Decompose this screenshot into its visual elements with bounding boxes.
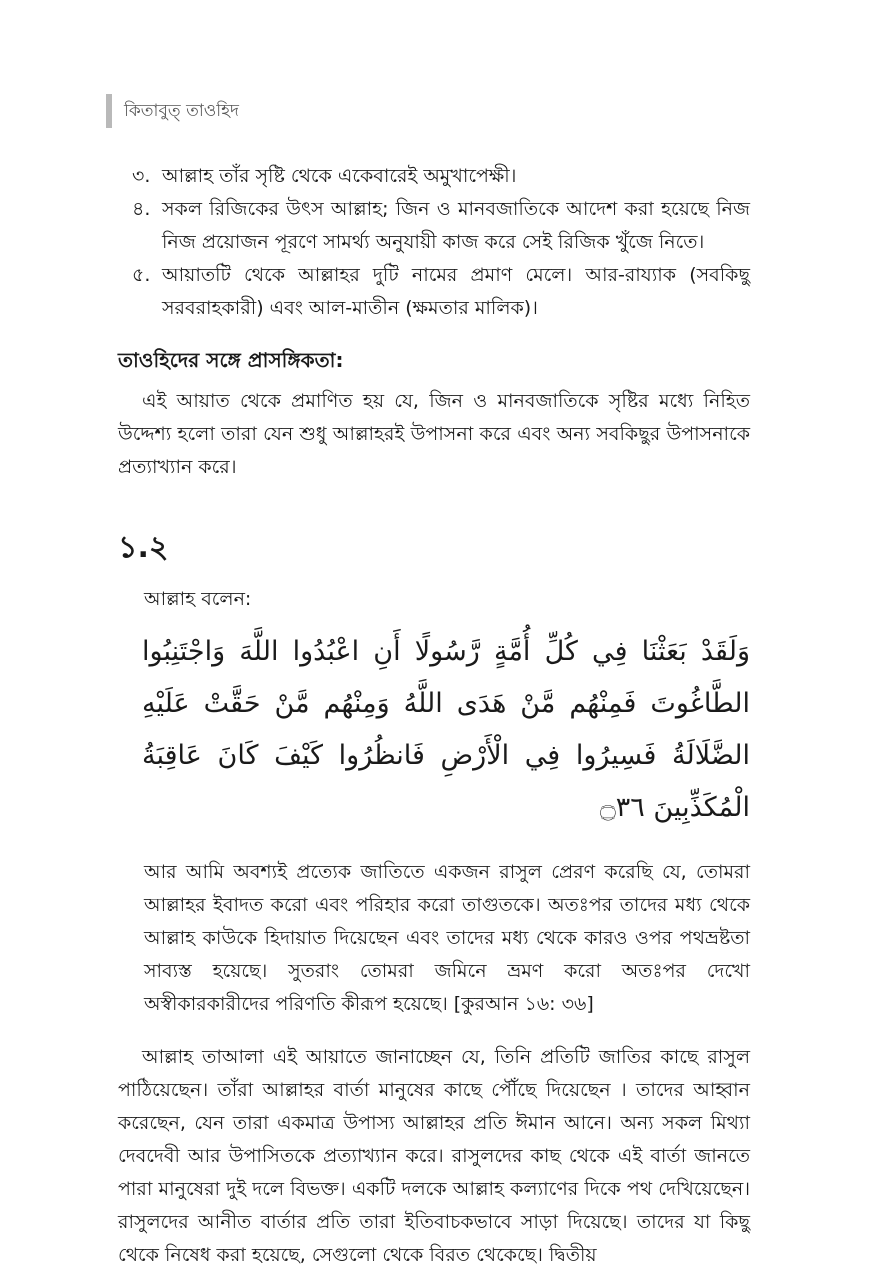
arabic-verse: وَلَقَدْ بَعَثْنَا فِي كُلِّ أُمَّةٍ رَّسُولًا أَنِ اعْبُدُوا اللَّهَ وَاجْتَنِبُوا الطَّاغُوتَ فَمِنْهُم مَّنْ هَدَى اللَّهُ وَمِنْهُم مَّنْ حَقَّتْ عَلَيْهِ الضَّلَالَةُ فَسِيرُوا فِي الْأَرْضِ فَانظُرُوا كَيْفَ كَانَ عَاقِبَةُ الْمُكَذِّبِينَ ۝٣٦ xyxy=(142,636,750,823)
points-list xyxy=(118,160,750,325)
list-item xyxy=(118,259,750,325)
commentary xyxy=(118,1041,750,1272)
section-intro: আল্লাহ বলেন: xyxy=(144,588,252,610)
item-text: আল্লাহ তাঁর সৃষ্টি থেকে একেবারেই অমুখাপেক্ষী। xyxy=(162,165,517,187)
page-content xyxy=(118,160,750,1272)
item-text: আয়াতটি থেকে আল্লাহর দুটি নামের প্রমাণ মেলে। আর-রায্যাক (সবকিছু সরবরাহকারী) এবং আল-মাতীন (ক্ষমতার মালিক)। xyxy=(162,264,750,319)
list-item xyxy=(118,160,750,193)
item-number: ৪. xyxy=(132,198,151,220)
running-header xyxy=(106,94,239,128)
item-number: ৩. xyxy=(132,165,151,187)
translation-text: আর আমি অবশ্যই প্রত্যেক জাতিতে একজন রাসুল প্রেরণ করেছি যে, তোমরা আল্লাহর ইবাদত করো এবং পরিহার করো তাগুতকে। অতঃপর তাদের মধ্য থেকে আল্লাহ কাউকে হিদায়াত দিয়েছেন এবং তাদের মধ্য থেকে কারও ওপর পথভ্রষ্টতা সাব্যস্ত হয়েছে। সুতরাং তোমরা জমিনে ভ্রমণ করো অতঃপর দেখো অস্বীকারকারীদের পরিণতি কীরূপ হয়েছে। [কুরআন ১৬: ৩৬] xyxy=(144,861,750,1015)
item-text: সকল রিজিকের উৎস আল্লাহ; জিন ও মানবজাতিকে আদেশ করা হয়েছে নিজ নিজ প্রয়োজন পূরণে সামর্থ্য অনুযায়ী কাজ করে সেই রিজিক খুঁজে নিতে। xyxy=(162,198,750,253)
list-item xyxy=(118,193,750,259)
commentary-text: আল্লাহ তাআলা এই আয়াতে জানাচ্ছেন যে, তিনি প্রতিটি জাতির কাছে রাসুল পাঠিয়েছেন। তাঁরা আল্লাহর বার্তা মানুষের কাছে পৌঁছে দিয়েছেন । তাদের আহ্বান করেছেন, যেন তারা একমাত্র উপাস্য আল্লাহর প্রতি ঈমান আনে। অন্য সকল মিথ্যা দেবদেবী আর উপাসিতকে প্রত্যাখ্যান করে। রাসুলদের কাছ থেকে এই বার্তা জানতে পারা মানুষেরা দুই দলে বিভক্ত। একটি দলকে আল্লাহ কল্যাণের দিকে পথ দেখিয়েছেন। রাসুলদের আনীত বার্তার প্রতি তারা ইতিবাচকভাবে সাড়া দিয়েছে। তাদের যা কিছু থেকে নিষেধ করা হয়েছে, সেগুলো থেকে বিরত থেকেছে। দ্বিতীয় xyxy=(118,1046,750,1266)
relevance-paragraph: এই আয়াত থেকে প্রমাণিত হয় যে, জিন ও মানবজাতিকে সৃষ্টির মধ্যে নিহিত উদ্দেশ্য হলো তারা যেন শুধু আল্লাহরই উপাসনা করে এবং অন্য সবকিছুর উপাসনাকে প্রত্যাখ্যান করে। xyxy=(118,390,750,478)
verse-translation xyxy=(118,856,750,1021)
relevance-heading: তাওহিদের সঙ্গে প্রাসঙ্গিকতা: xyxy=(118,348,344,372)
running-title: কিতাবুত্ তাওহিদ xyxy=(124,101,239,121)
item-number: ৫. xyxy=(132,264,151,286)
section-number: ১.২ xyxy=(118,530,169,565)
